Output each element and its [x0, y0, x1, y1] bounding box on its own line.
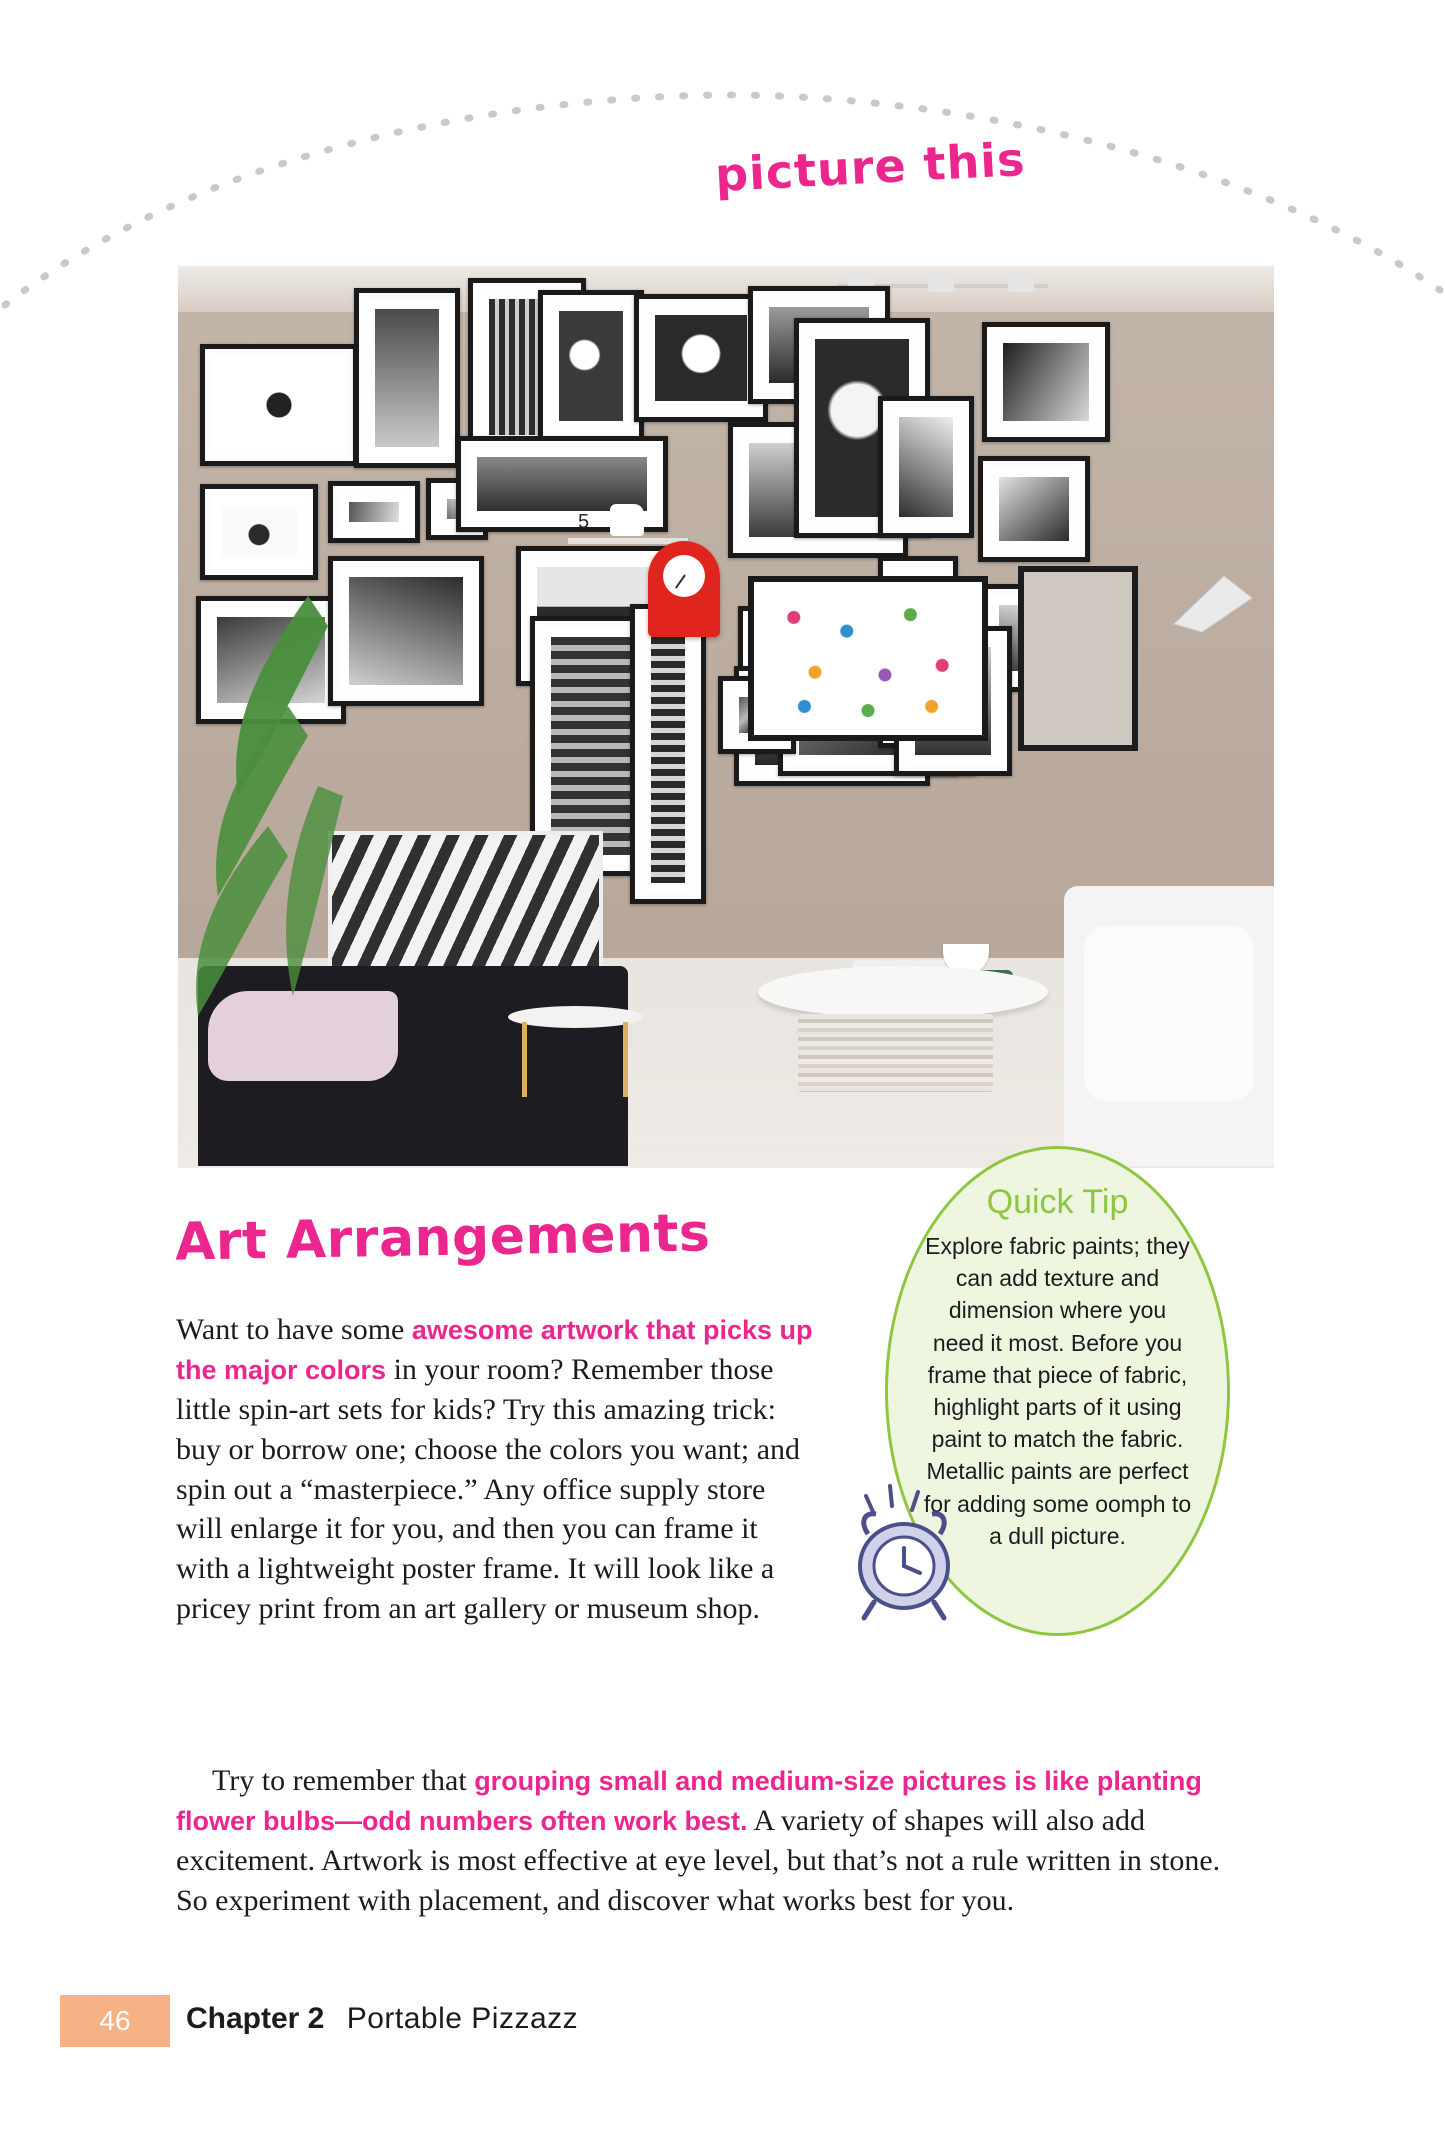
para1-highlight: awesome artwork that picks up the major colors: [176, 1315, 813, 1385]
photo-frame: [200, 344, 358, 466]
alarm-clock-icon: [838, 1478, 988, 1628]
red-clock: [648, 541, 720, 637]
para2-highlight: grouping small and medium-size pictures is like planting flower bulbs—odd numbers often work best.: [176, 1766, 1202, 1836]
page-number: 46: [99, 2005, 131, 2036]
body-column-left: [176, 1310, 816, 1629]
fern-plant: [178, 596, 358, 1066]
quick-tip-title: Quick Tip: [986, 1183, 1129, 1221]
footer-chapter-title: Portable Pizzazz: [346, 2002, 579, 2035]
para1-rest: in your room? Remember those little spin-art sets for kids? Try this amazing trick: buy or borrow one; choose the colors you want; and spin out a “masterpiece.” Any office supply store will enlarge it for you, and then you can frame it with a lightweight poster frame. It will look like a pricey print from an art gallery or museum shop.: [176, 1352, 801, 1626]
page-kicker-title: picture this: [713, 131, 1027, 203]
footer-running-head: [186, 2002, 578, 2036]
fur-blanket: [1084, 926, 1254, 1101]
photo-frame: [630, 604, 706, 904]
photo-frame: [878, 396, 974, 538]
footer-chapter-label: Chapter 2: [186, 2002, 325, 2035]
gallery-wall-photo: [178, 266, 1274, 1168]
photo-frame: [982, 322, 1110, 442]
desk-lamp: [1164, 566, 1254, 636]
quick-tip-body: Explore fabric paints; they can add texture and dimension where you need it most. Before you frame that piece of fabric, highlight parts of it using paint to match the fabric. Metallic paints are perfect for adding some oomph to a dull picture.: [923, 1233, 1192, 1549]
photo-frame-eiffel: [1018, 566, 1138, 751]
section-heading: Art Arrangements: [174, 1203, 711, 1273]
coffee-table: [758, 966, 1048, 1136]
horse-figurine: [610, 504, 644, 536]
photo-frame: [538, 290, 644, 442]
photo-frame: [200, 484, 318, 580]
photo-frame: [354, 288, 460, 468]
photo-frame: [978, 456, 1090, 562]
side-table: [508, 1006, 643, 1101]
para2-lead: Try to remember that: [212, 1764, 475, 1797]
kids-scribble-artwork: [748, 576, 988, 741]
shelf-number-figurine: 5: [578, 511, 590, 533]
body-paragraph-full-width: [176, 1761, 1221, 1921]
para2-rest: A variety of shapes will also add excitement. Artwork is most effective at eye level, but that’s not a rule written in stone. So experiment with placement, and discover what works best for you.: [176, 1803, 1221, 1917]
para1-lead: Want to have some: [176, 1313, 412, 1346]
photo-frame: [328, 481, 420, 543]
